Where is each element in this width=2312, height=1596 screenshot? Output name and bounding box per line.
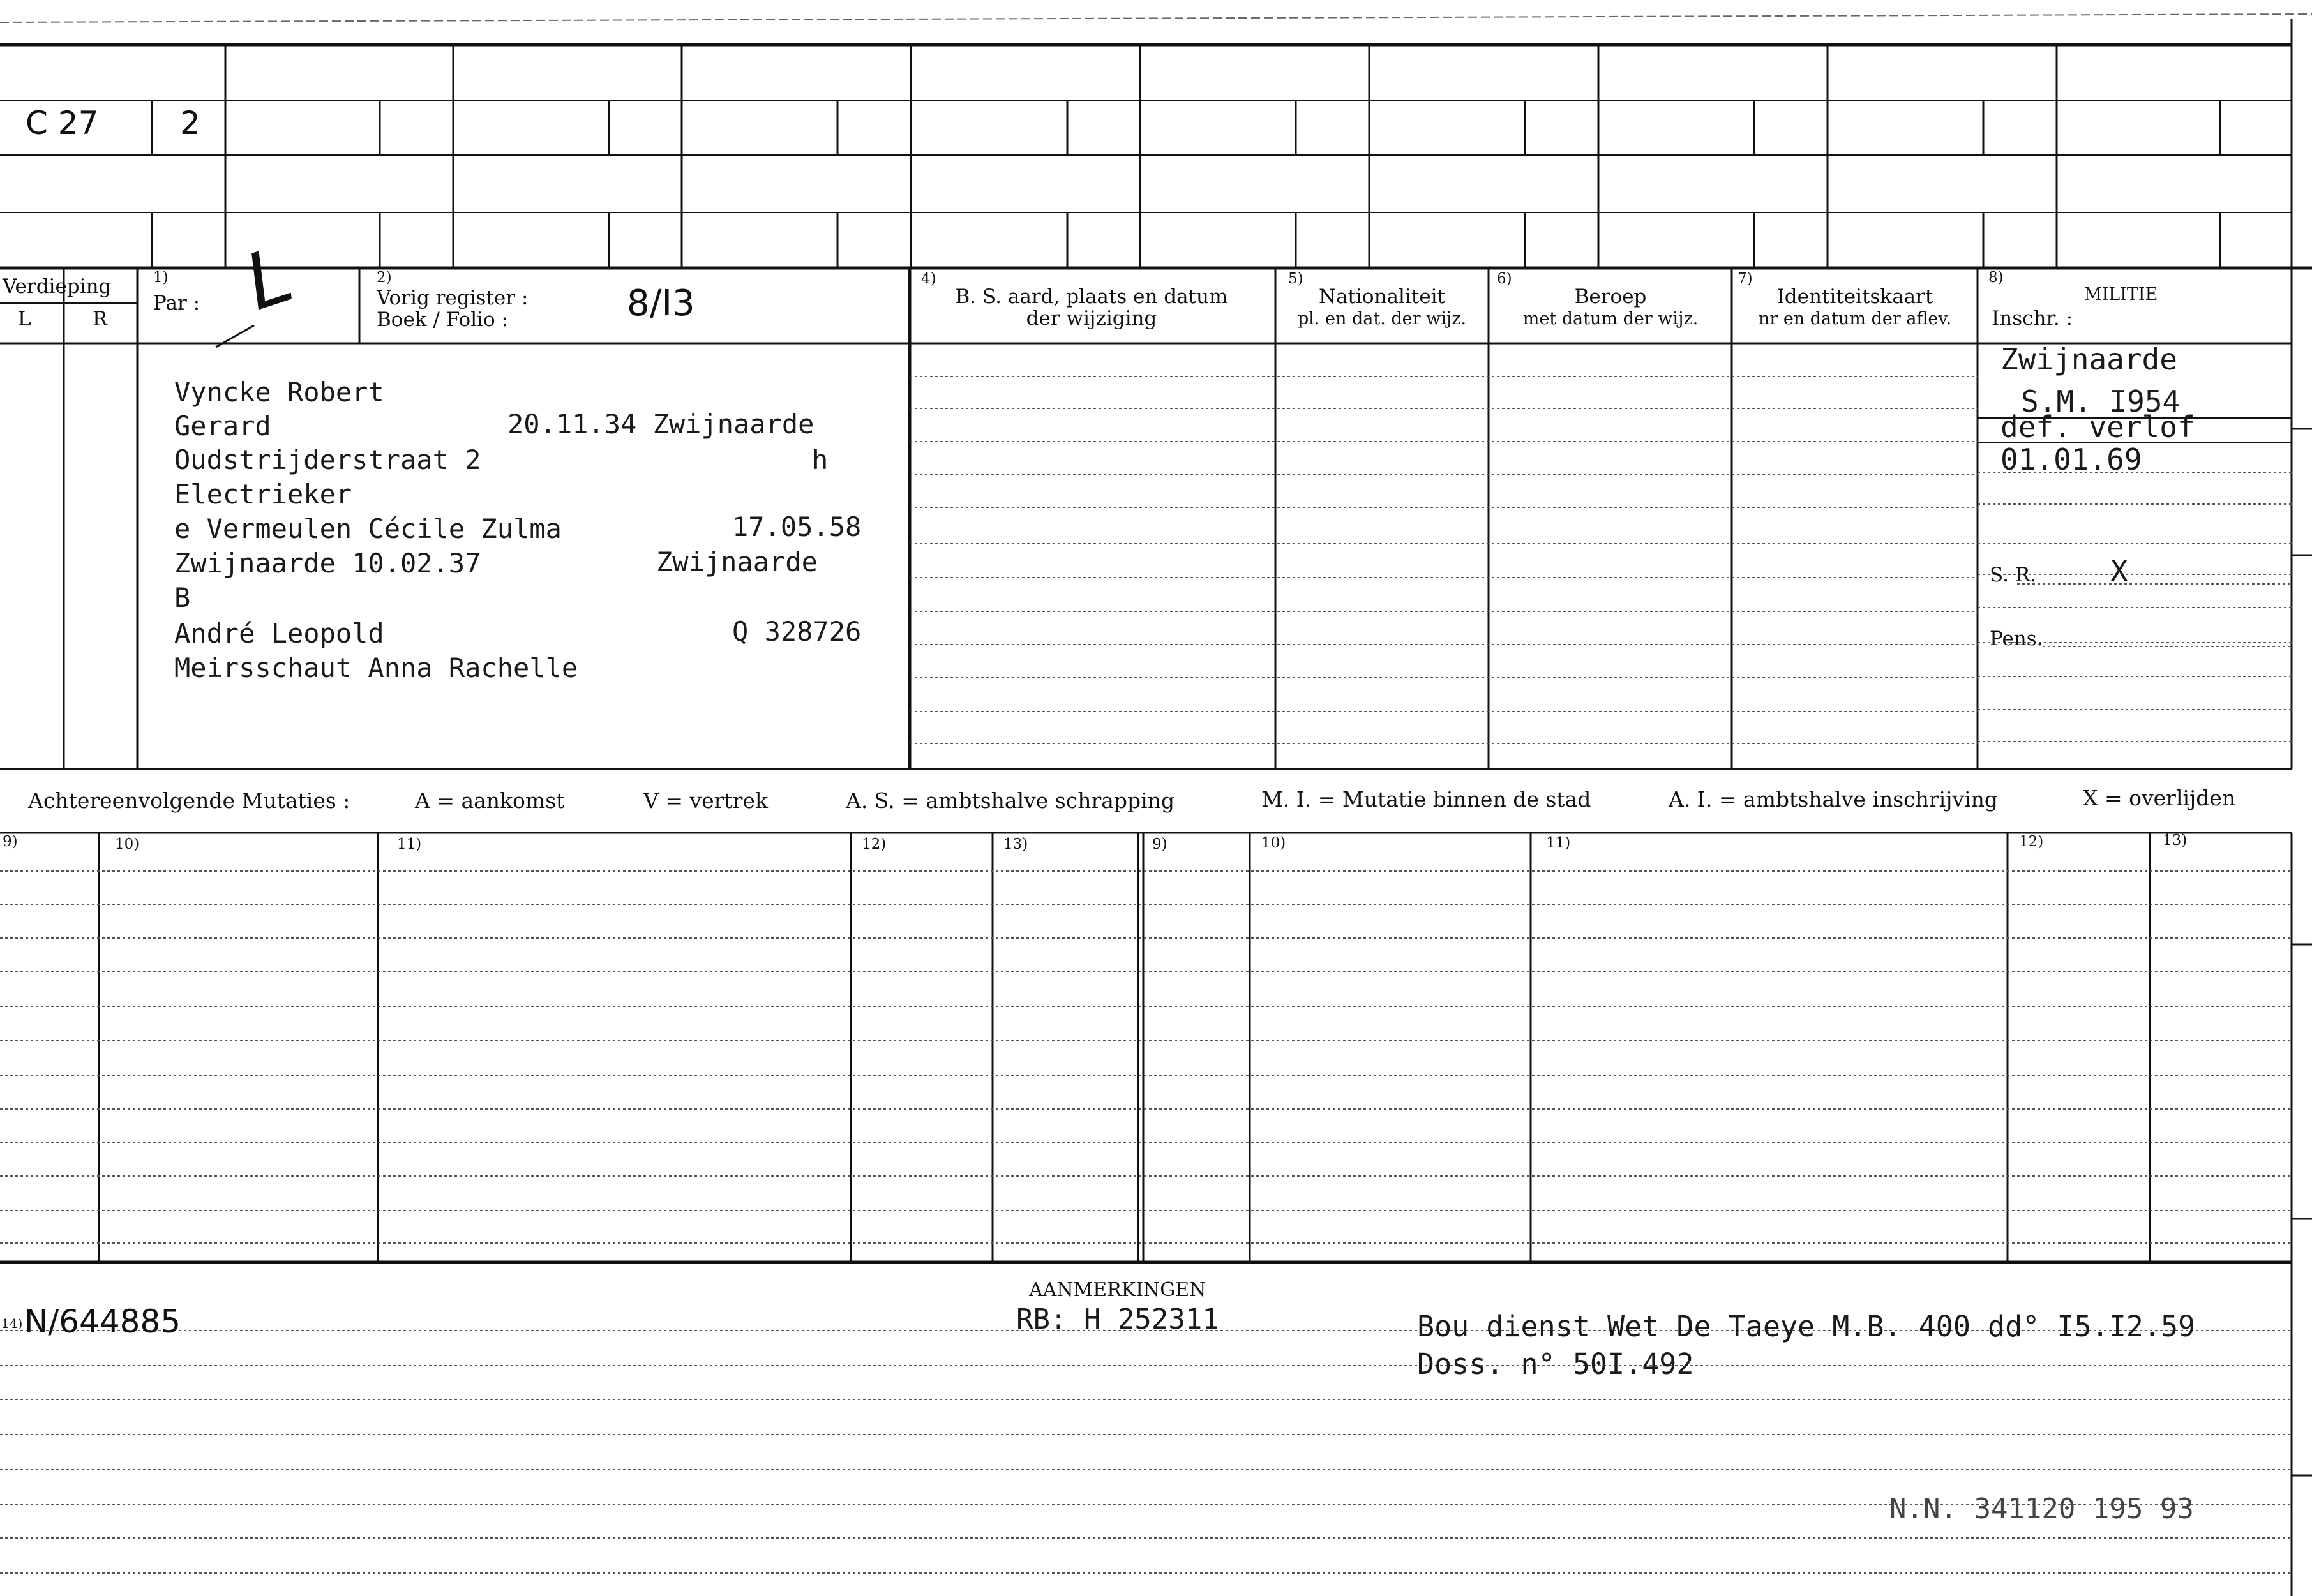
header-der-wijziging: der wijziging [1026, 307, 1157, 330]
person-spouse-birth: Zwijnaarde 10.02.37 [174, 548, 481, 579]
header-6-num: 6) [1497, 271, 1512, 287]
militie-pens-label: Pens. [1990, 627, 2043, 650]
header-verdieping: Verdieping [3, 275, 112, 298]
person-marriage-place: Zwijnaarde [656, 546, 818, 578]
militie-sm-year: S.M. I954 [2021, 384, 2181, 419]
header-par: Par : [153, 292, 200, 315]
person-address-mark: h [812, 444, 829, 475]
vorig-register-value: 8/I3 [627, 283, 695, 324]
mutation-col-12b: 12) [2019, 833, 2044, 850]
remarks-rb-number: RB: H 252311 [1016, 1303, 1219, 1336]
mutation-col-11b: 11) [1546, 835, 1571, 851]
legend-aankomst: A = aankomst [415, 788, 565, 813]
card-number: 2 [180, 105, 200, 142]
header-identiteitskaart: Identiteitskaart [1776, 285, 1933, 308]
legend-title: Achtereenvolgende Mutaties : [28, 788, 350, 813]
mutation-col-13: 13) [1003, 836, 1028, 853]
header-7-num: 7) [1738, 271, 1753, 287]
remarks-title: AANMERKINGEN [1029, 1279, 1206, 1301]
header-2-num: 2) [377, 269, 392, 286]
legend-vertrek: V = vertrek [643, 788, 768, 813]
header-militie: MILITIE [2084, 285, 2158, 304]
header-inschr: Inschr. : [1992, 307, 2073, 330]
mutation-col-10: 10) [115, 836, 140, 853]
mutation-col-12: 12) [862, 836, 887, 853]
remarks-dossier: Doss. n° 50I.492 [1417, 1347, 1694, 1381]
legend-mutatie-stad: M. I. = Mutatie binnen de stad [1261, 787, 1591, 812]
header-identiteitskaart-sub: nr en datum der aflev. [1758, 309, 1952, 329]
header-bs-aard: B. S. aard, plaats en datum [955, 285, 1228, 308]
legend-overlijden: X = overlijden [2083, 786, 2236, 810]
header-boek-folio: Boek / Folio : [377, 308, 508, 331]
header-verdieping-r: R [93, 308, 108, 331]
remarks-num: 14) [1, 1316, 23, 1331]
remarks-reference: N/644885 [24, 1303, 181, 1340]
person-firstname: Gerard [174, 410, 271, 442]
mutation-col-9b: 9) [1152, 836, 1167, 853]
mutation-col-9: 9) [3, 833, 18, 850]
mutation-col-13b: 13) [2163, 832, 2188, 849]
militie-sr-value: X [2110, 554, 2128, 588]
militie-def-verlof: def. verlof [2000, 410, 2195, 444]
legend-schrapping: A. S. = ambtshalve schrapping [846, 788, 1175, 813]
header-8-num: 8) [1988, 269, 2004, 286]
remarks-bouwdienst: Bou dienst Wet De Taeye M.B. 400 dd° I5.I2.59 [1417, 1309, 2196, 1343]
person-b-mark: B [174, 582, 191, 613]
person-mother: Meirsschaut Anna Rachelle [174, 652, 578, 683]
person-birth: 20.11.34 Zwijnaarde [507, 408, 814, 440]
header-1-num: 1) [153, 269, 169, 286]
header-vorig-register: Vorig register : [377, 287, 529, 310]
person-id-number: Q 328726 [732, 616, 862, 647]
militie-sr-label: S. R. [1990, 563, 2037, 586]
card-code: C 27 [26, 105, 99, 142]
person-spouse: e Vermeulen Cécile Zulma [174, 513, 562, 544]
par-handwritten-mark: L [235, 230, 303, 328]
header-beroep: Beroep [1574, 285, 1647, 308]
header-verdieping-l: L [18, 308, 31, 331]
header-nationaliteit-sub: pl. en dat. der wijz. [1297, 309, 1467, 329]
militie-verlof-date: 01.01.69 [2000, 442, 2142, 477]
remarks-nn-number: N.N. 341120 195 93 [1889, 1493, 2194, 1525]
header-beroep-sub: met datum der wijz. [1522, 309, 1699, 329]
mutation-col-10b: 10) [1261, 835, 1286, 851]
legend-inschrijving: A. I. = ambtshalve inschrijving [1669, 787, 1999, 812]
person-profession: Electrieker [174, 479, 352, 510]
person-marriage-date: 17.05.58 [732, 511, 862, 542]
person-address: Oudstrijderstraat 2 [174, 444, 481, 475]
militie-inschr-place: Zwijnaarde [2000, 342, 2177, 377]
mutation-col-11: 11) [397, 836, 422, 853]
person-name: Vyncke Robert [174, 377, 384, 408]
header-4-num: 4) [921, 271, 936, 287]
person-father: André Leopold [174, 618, 384, 649]
header-5-num: 5) [1288, 271, 1303, 287]
header-nationaliteit: Nationaliteit [1318, 285, 1446, 308]
